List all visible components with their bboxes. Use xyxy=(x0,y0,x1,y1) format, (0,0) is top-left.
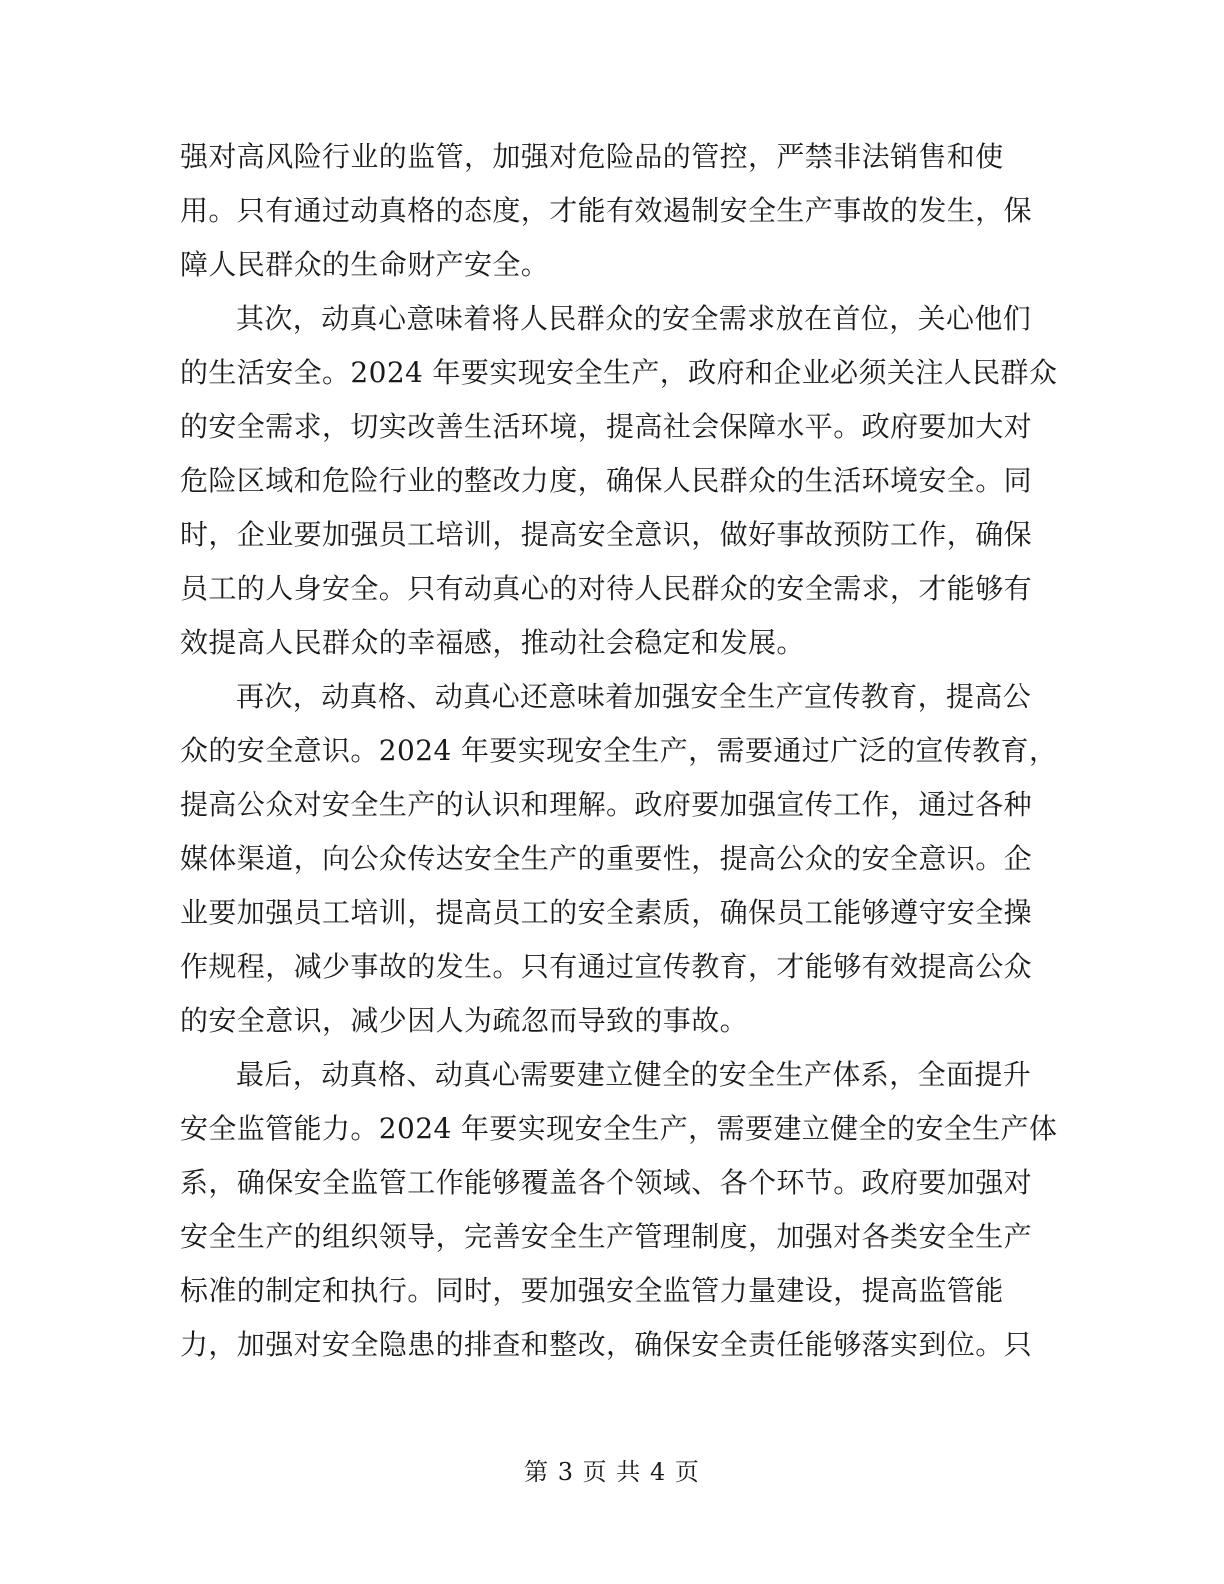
text-line: 时，企业要加强员工培训，提高安全意识，做好事故预防工作，确保 xyxy=(180,518,1033,551)
text-line: 危险区域和危险行业的整改力度，确保人民群众的生活环境安全。同 xyxy=(180,464,1033,497)
text-line: 提高公众对安全生产的认识和理解。政府要加强宣传工作，通过各种 xyxy=(180,788,1033,821)
text-line: 作规程，减少事故的发生。只有通过宣传教育，才能够有效提高公众 xyxy=(180,950,1033,983)
text-line: 用。只有通过动真格的态度，才能有效遏制安全生产事故的发生，保 xyxy=(180,194,1033,227)
text-line: 安全监管能力。2024 年要实现安全生产，需要建立健全的安全生产体 xyxy=(180,1112,1058,1145)
text-line: 的安全意识，减少因人为疏忽而导致的事故。 xyxy=(180,1004,749,1037)
text-line: 众的安全意识。2024 年要实现安全生产，需要通过广泛的宣传教育， xyxy=(180,734,1058,767)
text-line: 媒体渠道，向公众传达安全生产的重要性，提高公众的安全意识。企 xyxy=(180,842,1033,875)
text-line: 的安全需求，切实改善生活环境，提高社会保障水平。政府要加大对 xyxy=(180,410,1033,443)
text-line: 安全生产的组织领导，完善安全生产管理制度，加强对各类安全生产 xyxy=(180,1220,1033,1253)
paragraph-start-line: 再次，动真格、动真心还意味着加强安全生产宣传教育，提高公 xyxy=(236,680,1032,713)
paragraph-start-line: 其次，动真心意味着将人民群众的安全需求放在首位，关心他们 xyxy=(236,302,1032,335)
text-line: 的生活安全。2024 年要实现安全生产，政府和企业必须关注人民群众 xyxy=(180,356,1058,389)
text-line: 标准的制定和执行。同时，要加强安全监管力量建设，提高监管能 xyxy=(180,1274,1004,1307)
text-line: 力，加强对安全隐患的排查和整改，确保安全责任能够落实到位。只 xyxy=(180,1328,1033,1361)
page-number-footer: 第 3 页 共 4 页 xyxy=(524,1458,700,1486)
text-line: 效提高人民群众的幸福感，推动社会稳定和发展。 xyxy=(180,626,805,659)
document-body xyxy=(180,130,1058,1372)
text-line: 系，确保安全监管工作能够覆盖各个领域、各个环节。政府要加强对 xyxy=(180,1166,1033,1199)
paragraph-start-line: 最后，动真格、动真心需要建立健全的安全生产体系，全面提升 xyxy=(236,1058,1032,1091)
text-line: 障人民群众的生命财产安全。 xyxy=(180,248,550,281)
text-line: 强对高风险行业的监管，加强对危险品的管控，严禁非法销售和使 xyxy=(180,140,1004,173)
text-line: 业要加强员工培训，提高员工的安全素质，确保员工能够遵守安全操 xyxy=(180,896,1033,929)
text-line: 员工的人身安全。只有动真心的对待人民群众的安全需求，才能够有 xyxy=(180,572,1033,605)
